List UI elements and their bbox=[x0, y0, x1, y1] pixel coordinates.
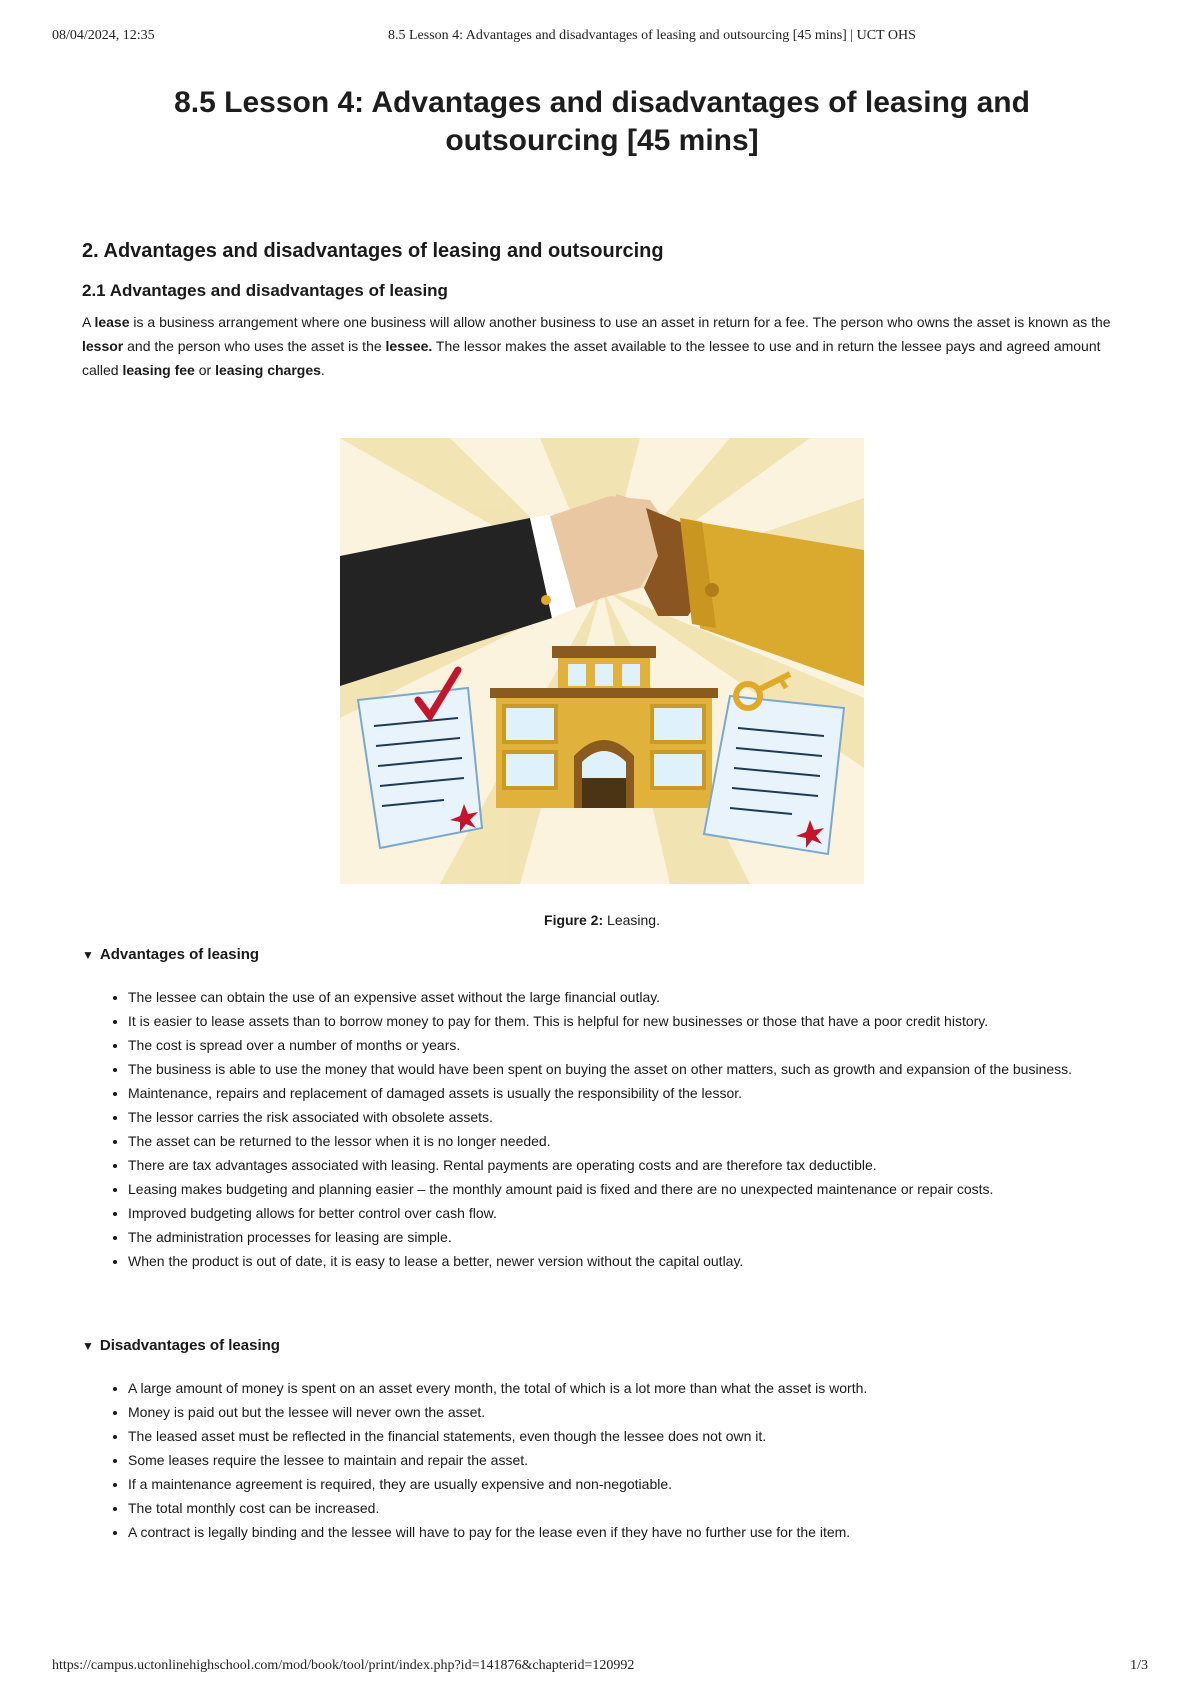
disadvantages-heading: Disadvantages of leasing bbox=[99, 1337, 280, 1354]
advantages-heading: Advantages of leasing bbox=[99, 946, 260, 963]
figure-caption: Figure 2: Leasing. bbox=[544, 912, 660, 928]
leasing-figure bbox=[82, 438, 1122, 928]
disadvantage-item: • A contract is legally binding and the lessee will have to pay for the lease even if they have no further use for the item. bbox=[128, 1520, 1122, 1544]
advantage-item: • There are tax advantages associated with leasing. Rental payments are operating costs and are therefore tax deductible. bbox=[128, 1153, 1122, 1177]
term-leasing-fee: leasing fee bbox=[122, 362, 195, 378]
term-leasing-charges: leasing charges bbox=[215, 362, 321, 378]
intro-paragraph: A lease is a business arrangement where one business will allow another business to use an asset in return for a fee. The person who owns the asset is known as the lessor and the person who uses the asset is the lessee. The lessor makes the asset available to the lessee to use and in return the lessee pays and agreed amount called leasing fee or leasing charges. bbox=[82, 314, 1111, 378]
page-title: 8.5 Lesson 4: Advantages and disadvantages of leasing and outsourcing [45 mins] bbox=[174, 86, 1030, 157]
disadvantage-item: • Some leases require the lessee to maintain and repair the asset. bbox=[128, 1448, 1122, 1472]
disadvantages-toggle[interactable] bbox=[82, 1337, 1122, 1354]
section-heading: 2. Advantages and disadvantages of leasing and outsourcing bbox=[82, 240, 664, 262]
term-lessor: lessor bbox=[82, 338, 124, 354]
advantages-list bbox=[82, 985, 1122, 1273]
advantage-item: • The cost is spread over a number of months or years. bbox=[128, 1033, 1122, 1057]
advantage-item: • Leasing makes budgeting and planning easier – the monthly amount paid is fixed and there are no unexpected maintenance or repair costs. bbox=[128, 1177, 1122, 1201]
advantage-item: • It is easier to lease assets than to borrow money to pay for them. This is helpful for new businesses or those that have a poor credit history. bbox=[128, 1009, 1122, 1033]
disadvantage-item: • A large amount of money is spent on an asset every month, the total of which is a lot more than what the asset is worth. bbox=[128, 1376, 1122, 1400]
advantage-item: • The administration processes for leasing are simple. bbox=[128, 1225, 1122, 1249]
triangle-down-icon: ▼ bbox=[82, 1339, 94, 1353]
advantage-item: • When the product is out of date, it is easy to lease a better, newer version without the capital outlay. bbox=[128, 1249, 1122, 1273]
advantages-toggle[interactable] bbox=[82, 946, 1122, 963]
page-number: 1/3 bbox=[1130, 1658, 1148, 1673]
disadvantage-item: • If a maintenance agreement is required, they are usually expensive and non-negotiable. bbox=[128, 1472, 1122, 1496]
disadvantage-item: • The total monthly cost can be increased. bbox=[128, 1496, 1122, 1520]
triangle-down-icon: ▼ bbox=[82, 948, 94, 962]
disadvantages-list bbox=[82, 1376, 1122, 1544]
advantage-item: • Maintenance, repairs and replacement of damaged assets is usually the responsibility of the lessor. bbox=[128, 1081, 1122, 1105]
print-url: https://campus.uctonlinehighschool.com/mod/book/tool/print/index.php?id=141876&chapterid=120992 bbox=[52, 1658, 635, 1673]
print-page-title: 8.5 Lesson 4: Advantages and disadvantages of leasing and outsourcing [45 mins] | UCT OHS bbox=[388, 28, 916, 43]
subsection-heading: 2.1 Advantages and disadvantages of leasing bbox=[82, 281, 448, 300]
advantage-item: • Improved budgeting allows for better control over cash flow. bbox=[128, 1201, 1122, 1225]
print-date: 08/04/2024, 12:35 bbox=[52, 28, 155, 43]
print-header bbox=[52, 28, 1148, 48]
advantage-item: • The business is able to use the money that would have been spent on buying the asset on other matters, such as growth and expansion of the business. bbox=[128, 1057, 1122, 1081]
disadvantage-item: • Money is paid out but the lessee will never own the asset. bbox=[128, 1400, 1122, 1424]
figure-label: Figure 2: bbox=[544, 912, 604, 928]
advantage-item: • The lessee can obtain the use of an expensive asset without the large financial outlay. bbox=[128, 985, 1122, 1009]
term-lease: lease bbox=[94, 314, 130, 330]
disadvantage-item: • The leased asset must be reflected in the financial statements, even though the lessee does not own it. bbox=[128, 1424, 1122, 1448]
advantages-section bbox=[82, 946, 1122, 1273]
term-lessee: lessee. bbox=[385, 338, 433, 354]
advantage-item: • The asset can be returned to the lessor when it is no longer needed. bbox=[128, 1129, 1122, 1153]
advantage-item: • The lessor carries the risk associated with obsolete assets. bbox=[128, 1105, 1122, 1129]
book-chapter-content bbox=[82, 84, 1122, 1544]
leasing-illustration bbox=[340, 438, 864, 884]
disadvantages-section bbox=[82, 1337, 1122, 1544]
print-footer bbox=[52, 1658, 1148, 1678]
